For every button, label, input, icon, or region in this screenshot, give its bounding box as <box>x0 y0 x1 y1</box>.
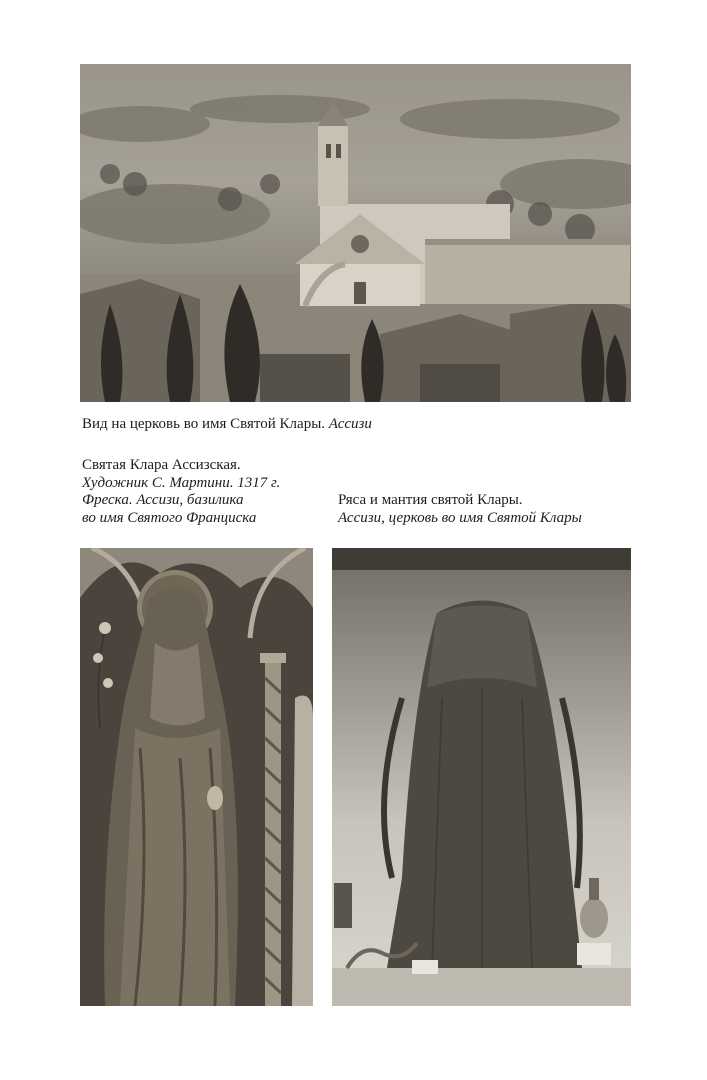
habit-caption-location: Ассизи, церковь во имя Святой Клары <box>338 509 582 526</box>
fresco-caption-medium: Фреска. Ассизи, базилика <box>82 492 244 508</box>
fresco-caption-artist: Художник С. Мартини. 1317 г. <box>82 474 281 491</box>
basilica-image <box>80 64 631 402</box>
habit-photo <box>332 548 631 1006</box>
habit-caption-title: Ряса и мантия святой Клары. <box>338 492 523 508</box>
basilica-caption-place: Ассизи <box>328 416 372 432</box>
fresco-caption-location: во имя Святого Франциска <box>82 509 257 526</box>
basilica-photo <box>80 64 631 402</box>
basilica-caption-text: Вид на церковь во имя Святой Клары. <box>82 416 326 432</box>
fresco-caption <box>82 457 280 527</box>
fresco-caption-title: Святая Клара Ассизская. <box>82 457 241 473</box>
habit-caption <box>338 492 582 527</box>
fresco-image <box>80 548 313 1006</box>
habit-image <box>332 548 631 1006</box>
fresco-photo <box>80 548 313 1006</box>
basilica-caption <box>82 416 372 434</box>
